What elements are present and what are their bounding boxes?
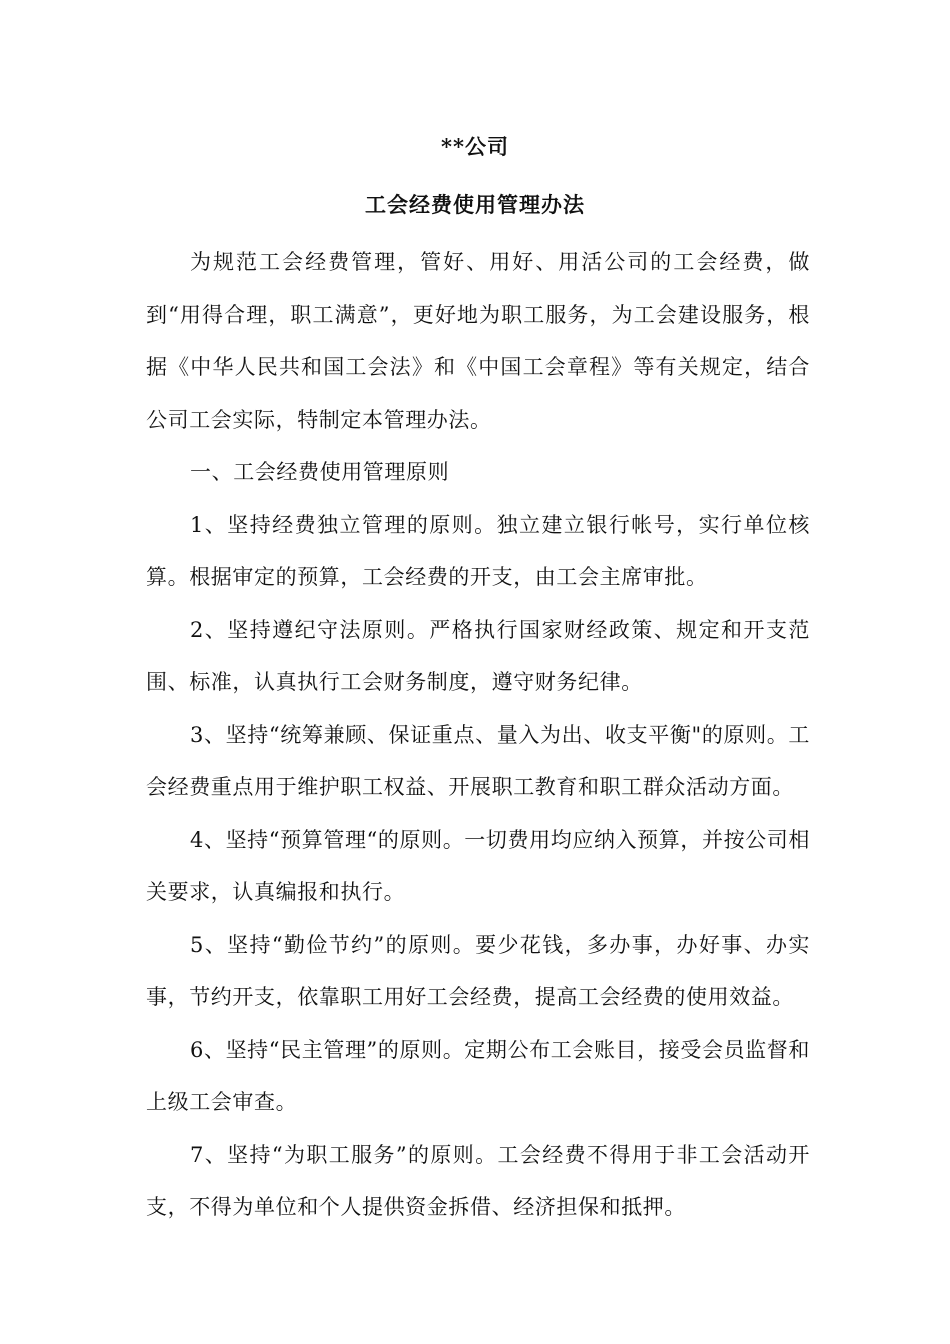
principle-4: 4、坚持“预算管理“的原则。一切费用均应纳入预算，并按公司相关要求，认真编报和执行。 bbox=[146, 827, 810, 904]
principle-5: 5、坚持“勤俭节约”的原则。要少花钱，多办事，办好事、办实事，节约开支，依靠职工用好工会经费，提高工会经费的使用效益。 bbox=[146, 932, 810, 1009]
document-body bbox=[146, 236, 810, 1234]
section-heading: 一、工会经费使用管理原则 bbox=[190, 460, 450, 484]
principle-7: 7、坚持“为职工服务”的原则。工会经费不得用于非工会活动开支，不得为单位和个人提供资金拆借、经济担保和抵押。 bbox=[146, 1142, 810, 1219]
company-name: **公司 bbox=[441, 134, 509, 159]
principle-2: 2、坚持遵纪守法原则。严格执行国家财经政策、规定和开支范围、标准，认真执行工会财务制度，遵守财务纪律。 bbox=[146, 617, 810, 694]
principle-6: 6、坚持“民主管理”的原则。定期公布工会账目，接受会员监督和上级工会审查。 bbox=[146, 1037, 810, 1114]
principle-3: 3、坚持“统筹兼顾、保证重点、量入为出、收支平衡"的原则。工会经费重点用于维护职工权益、开展职工教育和职工群众活动方面。 bbox=[146, 722, 810, 799]
principle-1: 1、坚持经费独立管理的原则。独立建立银行帐号，实行单位核算。根据审定的预算，工会经费的开支，由工会主席审批。 bbox=[146, 512, 810, 589]
intro-paragraph: 为规范工会经费管理，管好、用好、用活公司的工会经费，做到“用得合理，职工满意”，更好地为职工服务，为工会建设服务，根据《中华人民共和国工会法》和《中国工会章程》等有关规定，结合公司工会实际，特制定本管理办法。 bbox=[146, 250, 810, 432]
document-title: 工会经费使用管理办法 bbox=[365, 192, 585, 217]
